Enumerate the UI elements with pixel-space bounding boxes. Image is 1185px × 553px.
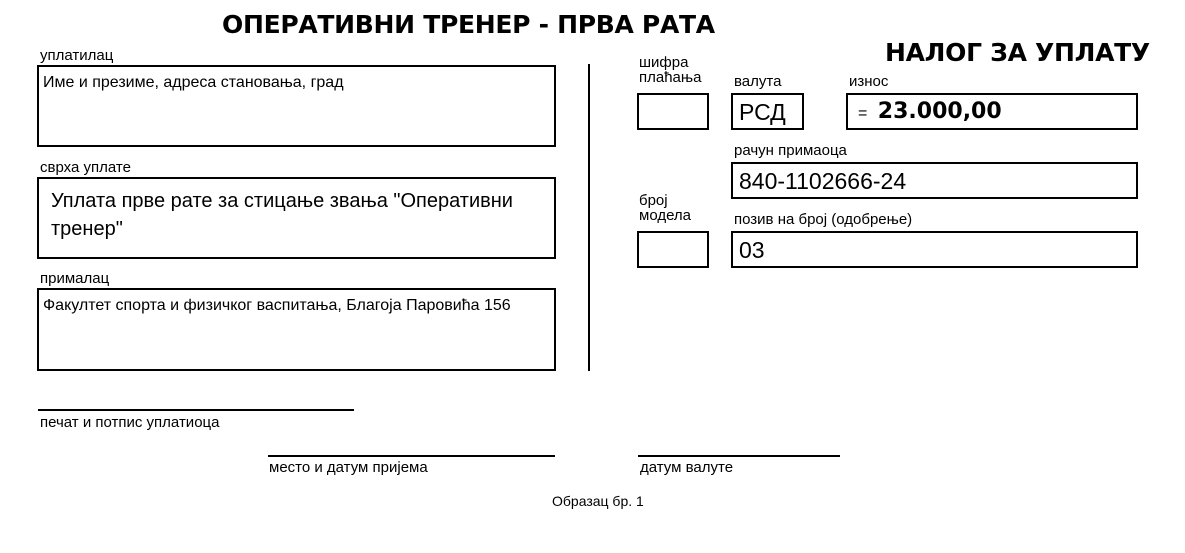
recipient-value: Факултет спорта и физичког васпитања, Благоја Паровића 156 <box>43 297 511 314</box>
amount-content <box>848 95 1136 131</box>
payer-value: Име и презиме, адреса становања, град <box>43 74 344 91</box>
currency-field[interactable] <box>731 93 804 130</box>
payment-code-label-line2: плаћања <box>639 69 702 86</box>
payer-label: уплатилац <box>40 47 114 64</box>
currency-value: РСД <box>739 99 786 125</box>
place-date-line <box>268 455 555 457</box>
reference-field[interactable] <box>731 231 1138 268</box>
model-number-field[interactable] <box>637 231 709 268</box>
place-date-label: место и датум пријема <box>269 459 428 476</box>
recipient-account-field[interactable] <box>731 162 1138 199</box>
form-title: НАЛОГ ЗА УПЛАТУ <box>885 38 1150 67</box>
model-number-label-line2: модела <box>639 207 692 224</box>
purpose-field[interactable] <box>37 177 556 259</box>
amount-label: износ <box>849 73 889 90</box>
recipient-account-value: 840-1102666-24 <box>739 168 907 194</box>
value-date-label: датум валуте <box>640 459 734 476</box>
model-number-value <box>639 233 707 237</box>
amount-value: 23.000,00 <box>877 99 1002 124</box>
payer-signature-label: печат и потпис уплатиоца <box>40 414 220 431</box>
document-title: ОПЕРАТИВНИ ТРЕНЕР - ПРВА РАТА <box>222 10 715 39</box>
model-number-label-line1: број <box>639 192 668 209</box>
payment-code-field[interactable] <box>637 93 709 130</box>
reference-value: 03 <box>739 237 765 263</box>
recipient-account-label: рачун примаоца <box>734 142 847 159</box>
form-number: Образац бр. 1 <box>552 493 644 509</box>
amount-prefix: = <box>858 105 868 122</box>
payer-signature-line <box>38 409 354 411</box>
payer-field[interactable] <box>37 65 556 147</box>
reference-label: позив на број (одобрење) <box>734 211 913 228</box>
recipient-field[interactable] <box>37 288 556 371</box>
column-divider <box>588 64 590 371</box>
model-number-label <box>639 193 691 223</box>
payment-code-label-line1: шифра <box>639 54 689 71</box>
payment-code-label <box>639 55 701 85</box>
currency-label: валута <box>734 73 782 90</box>
payment-code-value <box>639 95 707 99</box>
amount-field[interactable] <box>846 93 1138 130</box>
value-date-line <box>638 455 840 457</box>
recipient-label: прималац <box>40 270 110 287</box>
purpose-value: Уплата прве рате за стицање звања "Оперативни тренер" <box>51 190 513 240</box>
purpose-label: сврха уплате <box>40 159 131 176</box>
